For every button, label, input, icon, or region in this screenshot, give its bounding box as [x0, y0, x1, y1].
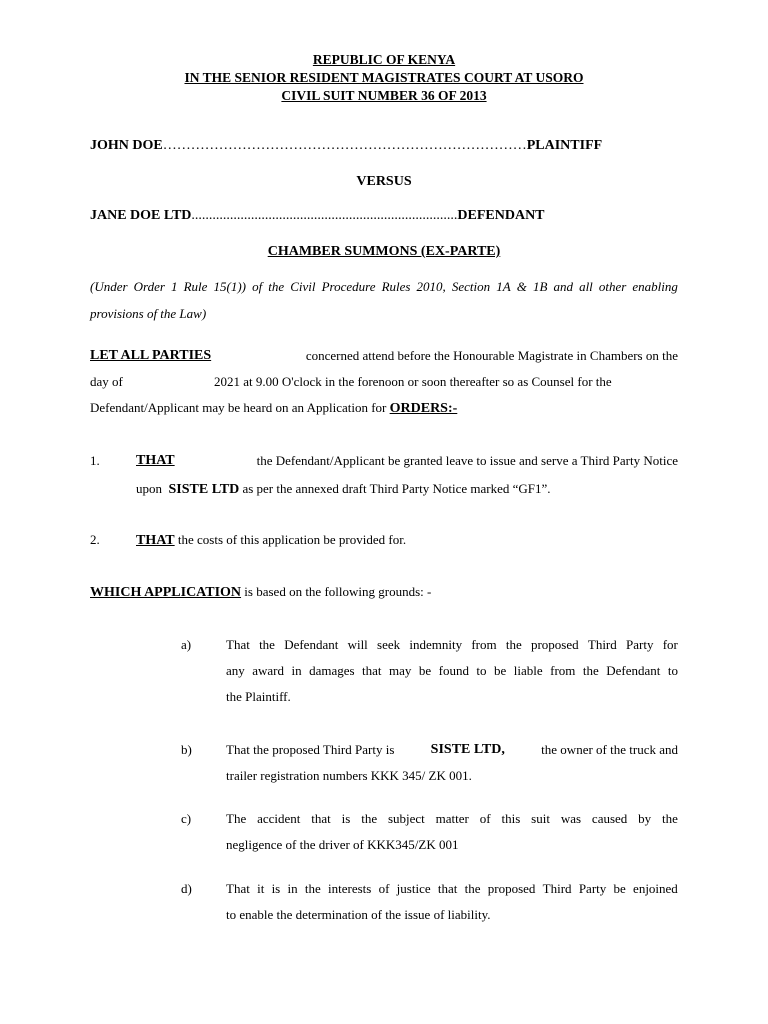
grounds-intro-lead: WHICH APPLICATION [90, 585, 242, 600]
ground-c-l2: negligence of the driver of KKK345/ZK 001 [226, 837, 459, 852]
under-order-line1 [90, 279, 678, 295]
header-republic: REPUBLIC OF KENYA [312, 52, 456, 67]
document-title: CHAMBER SUMMONS (EX-PARTE) [267, 244, 501, 259]
ground-b-l1 [226, 742, 678, 758]
ground-a-l1-text: That the Defendant will seek indemnity from the proposed Third Party for [226, 637, 678, 652]
order-2-line1-rest: the costs of this application be provided for. [177, 532, 407, 547]
order-1-line1-rest: the Defendant/Applicant be granted leave to issue and serve a Third Party Notice [256, 453, 678, 468]
intro-line3 [90, 400, 457, 417]
intro-line1 [90, 348, 678, 364]
under-order-line2: provisions of the Law) [90, 306, 207, 321]
ground-b-l1-b: the owner of the truck and [541, 742, 678, 757]
header-court: IN THE SENIOR RESIDENT MAGISTRATES COURT AT USORO [184, 70, 584, 85]
ground-b-siste: SISTE LTD, [430, 742, 505, 757]
grounds-intro-rest: is based on the following grounds: - [244, 584, 432, 599]
order-2-that: THAT [136, 533, 175, 548]
ground-b-l2: trailer registration numbers KKK 345/ ZK 001. [226, 768, 472, 783]
ground-a-l2 [226, 663, 678, 679]
order-1-that: THAT [136, 453, 175, 468]
intro-line3-a: Defendant/Applicant may be heard on an Application for [90, 400, 387, 415]
order-1-line2 [136, 481, 551, 498]
order-2-line1 [136, 532, 406, 549]
ground-a-label: a) [181, 637, 192, 652]
ground-d-l1-text: That it is in the interests of justice that the proposed Third Party be enjoined [226, 881, 678, 896]
plaintiff-name: JOHN DOE [90, 138, 163, 153]
versus: VERSUS [356, 174, 412, 189]
ground-c-l1-text: The accident that is the subject matter of this suit was caused by the [226, 811, 678, 826]
plaintiff-dots: …………………………………………………………………… [162, 138, 527, 153]
order-1-line2-rest: as per the annexed draft Third Party Notice marked “GF1”. [242, 481, 551, 496]
ground-d-l1 [226, 881, 678, 897]
plaintiff-line [90, 138, 680, 154]
defendant-name: JANE DOE LTD [90, 208, 192, 223]
ground-a-l2-text: any award in damages that may be found to be liable from the Defendant to [226, 663, 678, 678]
order-1-number: 1. [90, 453, 100, 468]
ground-a-l3: the Plaintiff. [226, 689, 291, 704]
ground-c-label: c) [181, 811, 192, 826]
plaintiff-role: PLAINTIFF [526, 138, 603, 153]
ground-b-label: b) [181, 742, 192, 757]
ground-d-l2: to enable the determination of the issue of liability. [226, 907, 491, 922]
grounds-intro [90, 584, 431, 601]
defendant-role: DEFENDANT [457, 208, 545, 223]
defendant-dots: ............................................................................ [191, 208, 458, 223]
order-1-upon: upon [136, 481, 162, 496]
intro-line2-b: 2021 at 9.00 O'clock in the forenoon or soon thereafter so as Counsel for the [214, 374, 612, 389]
intro-line2-b-wrap [214, 374, 678, 390]
ground-b-l1-a: That the proposed Third Party is [226, 742, 395, 757]
intro-orders: ORDERS:- [389, 401, 458, 416]
order-1-siste: SISTE LTD [168, 482, 240, 497]
order-2-number: 2. [90, 532, 100, 547]
ground-a-l1 [226, 637, 678, 653]
intro-lead: LET ALL PARTIES [90, 348, 212, 363]
defendant-line [90, 208, 680, 224]
under-order-text-1: (Under Order 1 Rule 15(1)) of the Civil Procedure Rules 2010, Section 1A & 1B and all other enabling [90, 279, 678, 294]
ground-d-label: d) [181, 881, 192, 896]
ground-c-l1 [226, 811, 678, 827]
intro-line2-a: day of [90, 374, 123, 389]
header-suit-number: CIVIL SUIT NUMBER 36 OF 2013 [281, 88, 487, 103]
order-1-line1 [136, 453, 678, 469]
intro-line1-rest: concerned attend before the Honourable Magistrate in Chambers on the [305, 348, 678, 363]
